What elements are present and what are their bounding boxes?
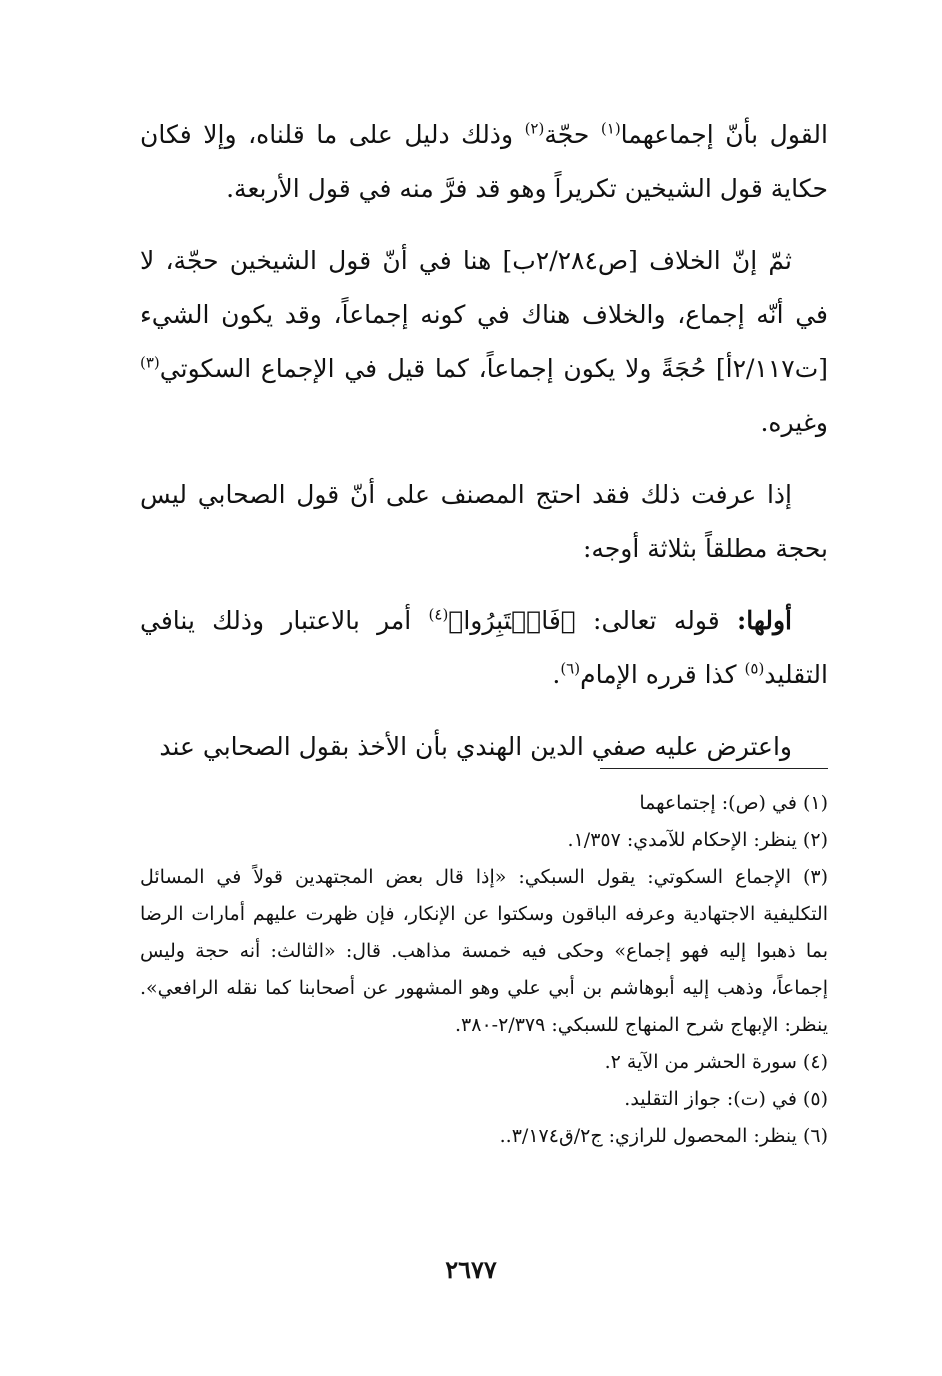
footnote-2: (٢) ينظر: الإحكام للآمدي: ١/٣٥٧. <box>567 829 828 851</box>
paragraph-3 <box>140 468 828 576</box>
p4-text-c: كذا قرره الإمام <box>580 660 745 689</box>
paragraph-5 <box>140 720 828 774</box>
p5-text: واعترض عليه صفي الدين الهندي بأن الأخذ بقول الصحابي عند <box>159 732 792 761</box>
main-text <box>140 108 828 792</box>
paragraph-4 <box>140 594 828 702</box>
footnote-divider <box>600 768 828 769</box>
p1-text-c: وذلك دليل على ما قلناه، وإلا فكان حكاية قول الشيخين تكريراً وهو قد فرَّ منه في قول الأربعة. <box>140 120 828 203</box>
footnote-1: (١) في (ص): إجتماعهما <box>639 792 828 814</box>
footnote-3: (٣) الإجماع السكوتي: يقول السبكي: «إذا قال بعض المجتهدين قولاً في المسائل التكليفية الاجتهادية وعرفه الباقون وسكتوا عن الإنكار، فإن ظهرت عليهم أمارات الرضا بما ذهبوا إليه فهو إجماع» وحكى فيه خمسة مذاهب. قال: «الثالث: أنه حجة وليس إجماعاً، وذهب إليه أبوهاشم بن أبي علي وهو المشهور عن أصحابنا كما نقله الرافعي». ينظر: الإبهاج شرح المنهاج للسبكي: ٢/٣٧٩-٣٨٠. <box>140 866 828 1036</box>
footnote-4: (٤) سورة الحشر من الآية ٢. <box>604 1051 828 1073</box>
paragraph-1 <box>140 108 828 216</box>
p4-text-a: قوله تعالى: ﴿فَاعۡتَبِرُوا﴾ <box>448 606 737 635</box>
footnote-6: (٦) ينظر: المحصول للرازي: ج٢/ق٣/١٧٤.. <box>499 1125 828 1147</box>
footnotes <box>140 785 828 1155</box>
p4-text-b: أمر بالاعتبار وذلك ينافي التقليد <box>140 606 828 689</box>
p2-text-b: وغيره. <box>760 408 828 437</box>
footnote-ref-3: (٣) <box>140 353 160 372</box>
page-number: ٢٦٧٧ <box>445 1255 497 1284</box>
footnote-ref-2: (٢) <box>524 119 545 138</box>
p4-text-d: . <box>552 660 561 689</box>
p1-text-b: حجّة <box>544 120 601 149</box>
footnote-5: (٥) في (ت): جواز التقليد. <box>624 1088 828 1110</box>
footnote-ref-5: (٥) <box>744 659 765 678</box>
footnote-ref-4: (٤) <box>428 605 449 624</box>
paragraph-2 <box>140 234 828 450</box>
p2-text-a: ثمّ إنّ الخلاف [ص٢/٢٨٤ب] هنا في أنّ قول الشيخين حجّة، لا في أنّه إجماع، والخلاف هناك في كونه إجماعاً، وقد يكون الشيء [ت٢/١١٧أ] حُجَةً ولا يكون إجماعاً، كما قيل في الإجماع السكوتي <box>140 246 828 383</box>
p4-label: أولها: <box>737 606 793 635</box>
p1-text-a: القول بأنّ إجماعهما <box>620 120 828 149</box>
footnote-ref-6: (٦) <box>560 659 581 678</box>
footnote-ref-1: (١) <box>600 119 621 138</box>
p3-text: إذا عرفت ذلك فقد احتج المصنف على أنّ قول الصحابي ليس بحجة مطلقاً بثلاثة أوجه: <box>140 480 828 563</box>
